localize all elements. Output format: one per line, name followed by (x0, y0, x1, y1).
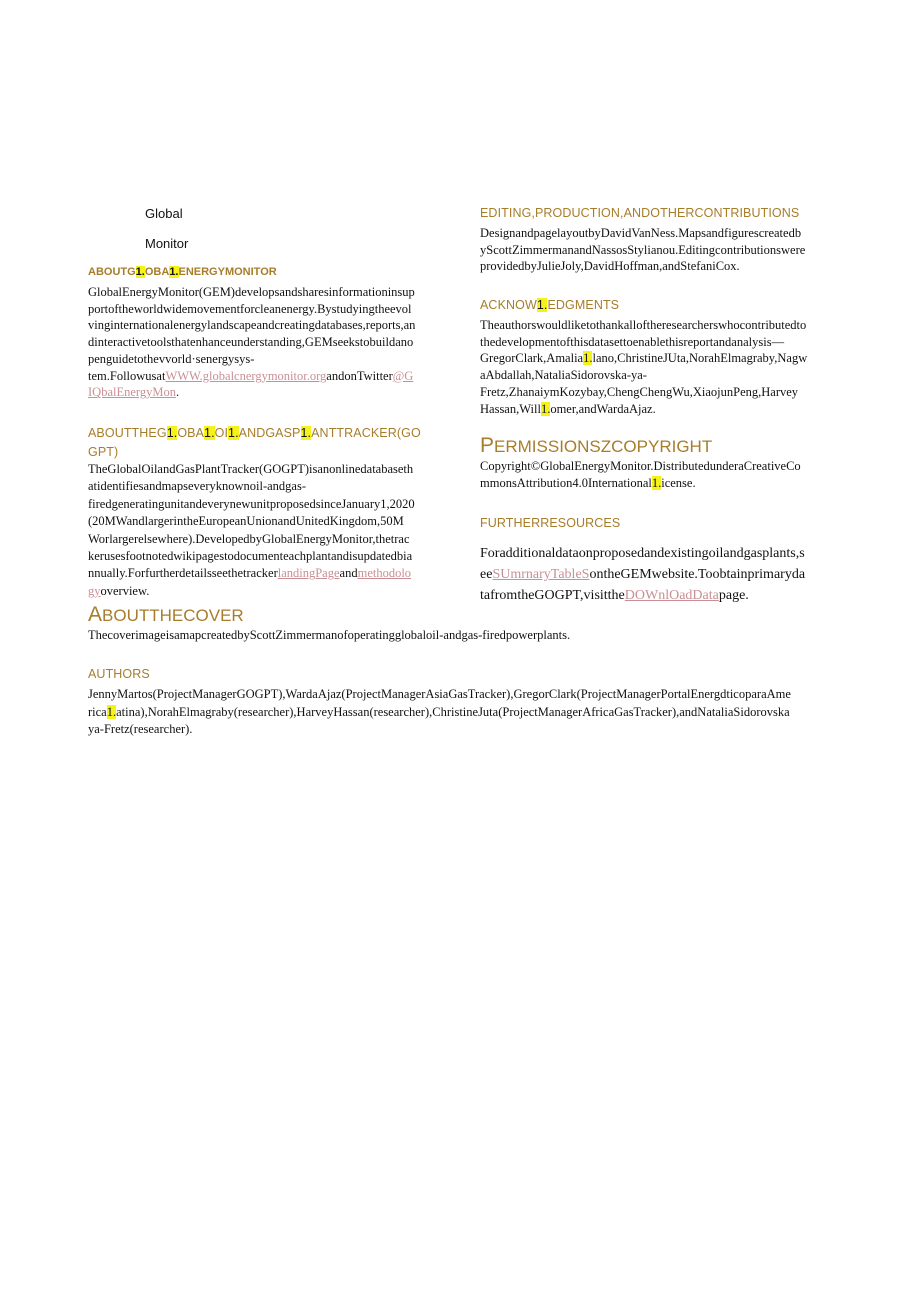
landing-page-link[interactable]: landingPage (277, 566, 340, 581)
authors-heading: AUTHORS (88, 667, 150, 681)
acknowledgments-heading: ACKNOW1.EDGMENTS (480, 298, 620, 312)
authors-text: JennyMartos(ProjectManagerGOGPT),WardaAjaz(ProjectManagerAsiaGasTracker),GregorClark(ProjectManagerPortalEnergdticoparaAme rica1.atina),NorahElmagraby(researcher),HarveyHassan(researcher),ChristineJuta(ProjectManagerAfricaGasTracker),andNataliaSidorovska ya-Fretz(researcher). (88, 687, 791, 736)
logo-line-1: Global (145, 206, 183, 221)
download-data-link[interactable]: DOWnlOadData (624, 588, 719, 603)
twitter-link[interactable]: @G (392, 368, 414, 383)
permissions-text: Copyright©GlobalEnergyMonitor.DistributedunderaCreativeCo mmonsAttribution4.0International1.icense. (480, 459, 801, 490)
about-cover-heading: ABOUTTHECOVER (88, 603, 244, 626)
further-resources-heading: FURTHERRESOURCES (480, 516, 621, 530)
editing-heading: EDITING,PRODUCTION,ANDOTHERCONTRIBUTIONS (480, 206, 800, 220)
methodology-link[interactable]: methodolo (357, 566, 412, 581)
editing-text: DesignandpagelayoutbyDavidVanNess.Mapsandfigurescreatedb yScottZimmermanandNassosStylianou.Editingcontributionswere providedbyJulieJoly,DavidHoffman,andStefaniCox. (480, 226, 806, 274)
about-gem-heading: ABOUTG1.OBA1.ENERGYMONITOR (88, 266, 277, 278)
permissions-heading: PERMISSIONSZCOPYRIGHT (480, 434, 713, 457)
twitter-link-cont[interactable]: IQbalEnergyMon (88, 385, 176, 400)
acknowledgments-text: Theauthorswouldliketothankalloftheresearcherswhocontributedto thedevelopmentofthisdatasettoenablethisreportandanalysis— GregorClark,Amalia1.lano,ChristineJUta,NorahElmagraby,Nagw aAbdallah,NataliaSidorovska-ya- Fretz,ZhanaiymKozybay,ChengChengWu,XiaojunPeng,Harvey Hassan,Will1.omer,andWardaAjaz. (480, 318, 808, 416)
further-resources-text: Foradditionaldataonproposedandexistingoilandgasplants,s eeSUmrnaryTableSontheGEMwebsite.Toobtainprimaryda tafromtheGOGPT,visittheDOWnlOadDatapage. (480, 546, 806, 603)
about-cover-text: ThecoverimageisamapcreatedbyScottZimmermanofoperatingglobaloil-andgas-firedpowerplants. (88, 628, 571, 642)
about-gogpt-heading: ABOUTTHEG1.OBA1.OI1.ANDGASP1.ANTTRACKER(GO GPT) (88, 426, 421, 459)
about-gem-text: GlobalEnergyMonitor(GEM)developsandsharesinformationinsup portoftheworldwidemovementforcleanenergy.Bystudyingtheevol vinginternationalenergylandscapeandcreatingdatabases,reports,an dinteractivetoolsthatenhanceunderstanding,GEMseekstobuildano penguidetothevvorld·senergysys- tem.FollowusatWWW.globalcnergymonitor.organdonTwitter@G IQbalEnergyMon. (88, 285, 416, 400)
gem-website-link[interactable]: WWW.globalcnergymonitor.org (165, 368, 327, 383)
logo-line-2: Monitor (145, 236, 189, 251)
methodology-link-cont[interactable]: gy (88, 583, 101, 598)
summary-tables-link[interactable]: SUmrnaryTableS (492, 567, 590, 582)
about-gogpt-text: TheGlobalOilandGasPlantTracker(GOGPT)isanonlinedatabaseth atidentifiesandmapseveryknownoil-andgas- firedgeneratingunitandeverynewunitproposedsinceJanuary1,2020 (20MWandlargerintheEuropeanUnionandUnitedKingdom,50M Worlargerelsewhere).DevelopedbyGlobalEnergyMonitor,thetrac kerusesfootnotedwikipagestodocumenteachplantandisupdatedbia nnually.ForfurtherdetailsseethetrackerlandingPageandmethodolo gyoverview. (88, 462, 415, 598)
